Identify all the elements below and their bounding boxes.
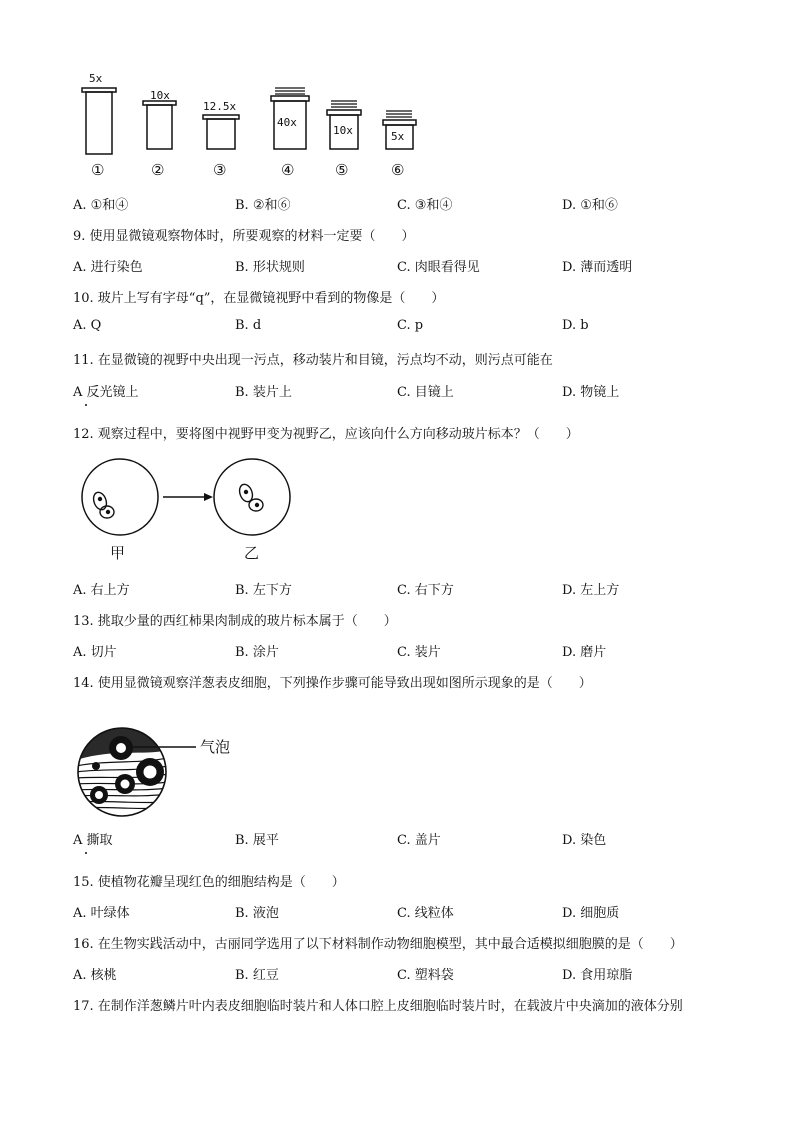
objective-label-3: 5x: [391, 130, 405, 143]
q12-stem: 12. 观察过程中，要将图中视野甲变为视野乙，应该向什么方向移动玻片标本？（ ）: [73, 427, 579, 442]
objective-label-1: 40x: [277, 116, 297, 129]
eyepiece-label-2: 10x: [150, 89, 170, 102]
q9-option-c: C. 肉眼看得见: [397, 260, 480, 275]
q15-stem: 15. 使植物花瓣呈现红色的细胞结构是（ ）: [73, 875, 345, 890]
q16-option-c: C. 塑料袋: [397, 968, 454, 983]
objective-label-2: 10x: [333, 124, 353, 137]
cells-yi: [237, 482, 263, 511]
q16-option-d: D. 食用琼脂: [562, 968, 633, 983]
q9-option-a: A. 进行染色: [73, 260, 143, 275]
q12-option-d: D. 左上方: [562, 583, 620, 598]
q13-option-a: A. 切片: [73, 645, 117, 660]
lens-number-1: ①: [91, 161, 105, 179]
q15-option-a: A. 叶绿体: [73, 906, 130, 921]
eyepiece-10x: [143, 101, 176, 149]
bubble-label: 气泡: [200, 738, 231, 756]
q14-stray-dot: [85, 852, 87, 854]
cells-jia: [91, 490, 114, 518]
q9-option-b: B. 形状规则: [235, 260, 305, 275]
q17-stem: 17. 在制作洋葱鳞片叶内表皮细胞临时装片和人体口腔上皮细胞临时装片时，在载波片中央滴加的液体分别: [73, 999, 683, 1014]
q14-option-a: A 撕取: [73, 833, 113, 848]
q9-stem: 9. 使用显微镜观察物体时，所要观察的材料一定要（ ）: [73, 229, 415, 244]
eyepiece-label-3: 12.5x: [203, 100, 237, 113]
lens-drawings: [0, 0, 430, 185]
field-label-jia: 甲: [110, 544, 126, 562]
field-label-yi: 乙: [244, 544, 260, 562]
q14-option-d: D. 染色: [562, 833, 607, 848]
q16-option-a: A. 核桃: [73, 968, 117, 983]
q13-stem: 13. 挑取少量的西红柿果肉制成的玻片标本属于（ ）: [73, 614, 397, 629]
q10-option-d: D. b: [562, 318, 589, 333]
q8-option-c: C. ③和④: [397, 198, 453, 213]
q12-option-b: B. 左下方: [235, 583, 292, 598]
q10-stem: 10. 玻片上写有字母“q”，在显微镜视野中看到的物像是（ ）: [73, 291, 445, 306]
q11-stray-dot: [85, 404, 87, 406]
q15-option-b: B. 液泡: [235, 906, 279, 921]
q16-option-b: B. 红豆: [235, 968, 279, 983]
q10-option-a: A. Q: [73, 318, 102, 333]
lens-number-5: ⑤: [335, 161, 349, 179]
q15-option-d: D. 细胞质: [562, 906, 620, 921]
q12-field-figure: [70, 455, 310, 545]
q11-option-c: C. 目镜上: [397, 385, 454, 400]
q11-option-b: B. 装片上: [235, 385, 292, 400]
q14-stem: 14. 使用显微镜观察洋葱表皮细胞，下列操作步骤可能导致出现如图所示现象的是（ ）: [73, 676, 592, 691]
q12-option-a: A. 右上方: [73, 583, 130, 598]
q9-option-d: D. 薄而透明: [562, 260, 633, 275]
q13-option-c: C. 装片: [397, 645, 441, 660]
q10-option-c: C. p: [397, 318, 424, 333]
q13-option-d: D. 磨片: [562, 645, 607, 660]
q10-option-b: B. d: [235, 318, 262, 333]
lens-number-6: ⑥: [391, 161, 405, 179]
eyepiece-12-5x: [203, 115, 239, 149]
q14-option-b: B. 展平: [235, 833, 279, 848]
q8-option-a: A. ①和④: [73, 198, 129, 213]
lens-number-2: ②: [151, 161, 165, 179]
q11-option-a: A 反光镜上: [73, 385, 139, 400]
q11-stem: 11. 在显微镜的视野中央出现一污点，移动装片和目镜，污点均不动，则污点可能在: [73, 353, 553, 368]
lens-number-4: ④: [281, 161, 295, 179]
q13-option-b: B. 涂片: [235, 645, 279, 660]
lens-number-3: ③: [213, 161, 227, 179]
q15-option-c: C. 线粒体: [397, 906, 454, 921]
eyepiece-5x: [82, 88, 116, 154]
q8-option-b: B. ②和⑥: [235, 198, 291, 213]
arrow-head: [204, 493, 213, 501]
eyepiece-label-1: 5x: [89, 72, 103, 85]
q16-stem: 16. 在生物实践活动中，古丽同学选用了以下材料制作动物细胞模型，其中最合适模拟细胞膜的是（ ）: [73, 937, 683, 952]
q12-option-c: C. 右下方: [397, 583, 454, 598]
q8-option-d: D. ①和⑥: [562, 198, 618, 213]
q14-option-c: C. 盖片: [397, 833, 441, 848]
q11-option-d: D. 物镜上: [562, 385, 620, 400]
